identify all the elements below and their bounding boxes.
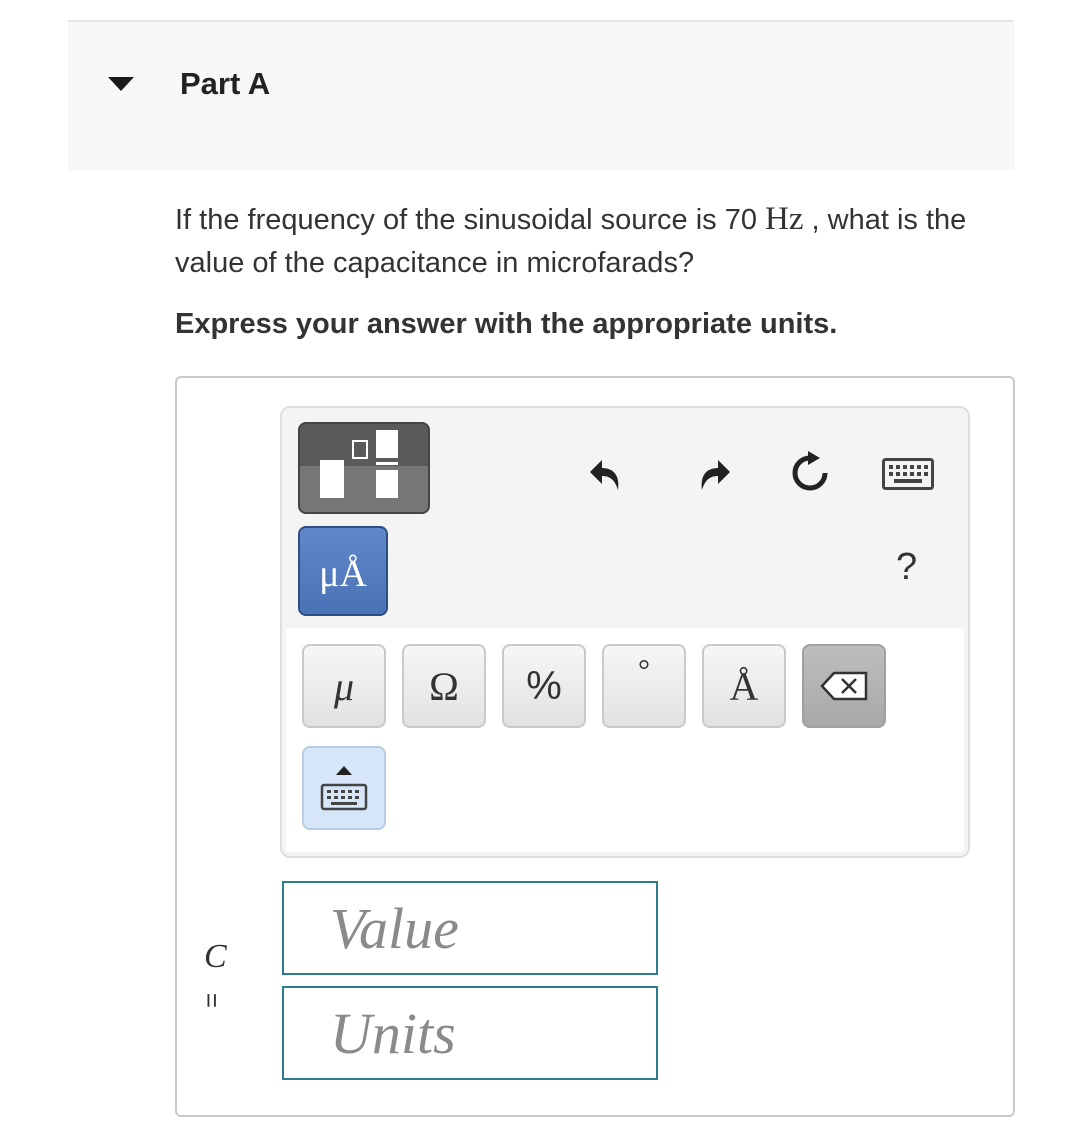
- answer-instruction: Express your answer with the appropriate units.: [175, 308, 838, 340]
- units-button[interactable]: [298, 526, 388, 616]
- templates-button[interactable]: [298, 422, 430, 514]
- answer-variable: C: [204, 938, 227, 975]
- part-header[interactable]: [68, 22, 1014, 170]
- key-mu[interactable]: μ: [302, 644, 386, 728]
- backspace-icon: [820, 671, 868, 701]
- question-text-after: , what is the value of the capacitance in microfarads?: [175, 204, 967, 279]
- keyboard-icon[interactable]: [882, 458, 934, 490]
- key-percent[interactable]: %: [502, 644, 586, 728]
- math-toolbar: [280, 406, 970, 858]
- units-input[interactable]: [282, 986, 658, 1080]
- backspace-button[interactable]: [802, 644, 886, 728]
- help-button[interactable]: ?: [896, 546, 918, 588]
- keyboard-toggle-button[interactable]: [302, 746, 386, 830]
- part-title: Part A: [180, 66, 271, 101]
- key-angstrom[interactable]: Å: [702, 644, 786, 728]
- value-input[interactable]: [282, 881, 658, 975]
- key-degree-label: °: [638, 654, 650, 687]
- question-text: [175, 198, 1015, 285]
- value-placeholder: Value: [330, 895, 459, 961]
- equals-sign: =: [197, 992, 228, 1009]
- undo-icon[interactable]: [588, 450, 632, 494]
- units-placeholder: Units: [330, 1000, 456, 1066]
- key-degree[interactable]: [602, 644, 686, 728]
- question-unit: Hz: [765, 201, 804, 237]
- redo-icon[interactable]: [688, 450, 732, 494]
- keyboard-toggle-icon: [318, 763, 370, 813]
- key-omega[interactable]: Ω: [402, 644, 486, 728]
- question-text-before: If the frequency of the sinusoidal source is 70: [175, 204, 766, 236]
- collapse-caret-icon[interactable]: [108, 77, 134, 91]
- units-button-label: μÅ: [319, 553, 367, 595]
- reset-icon[interactable]: [788, 450, 832, 494]
